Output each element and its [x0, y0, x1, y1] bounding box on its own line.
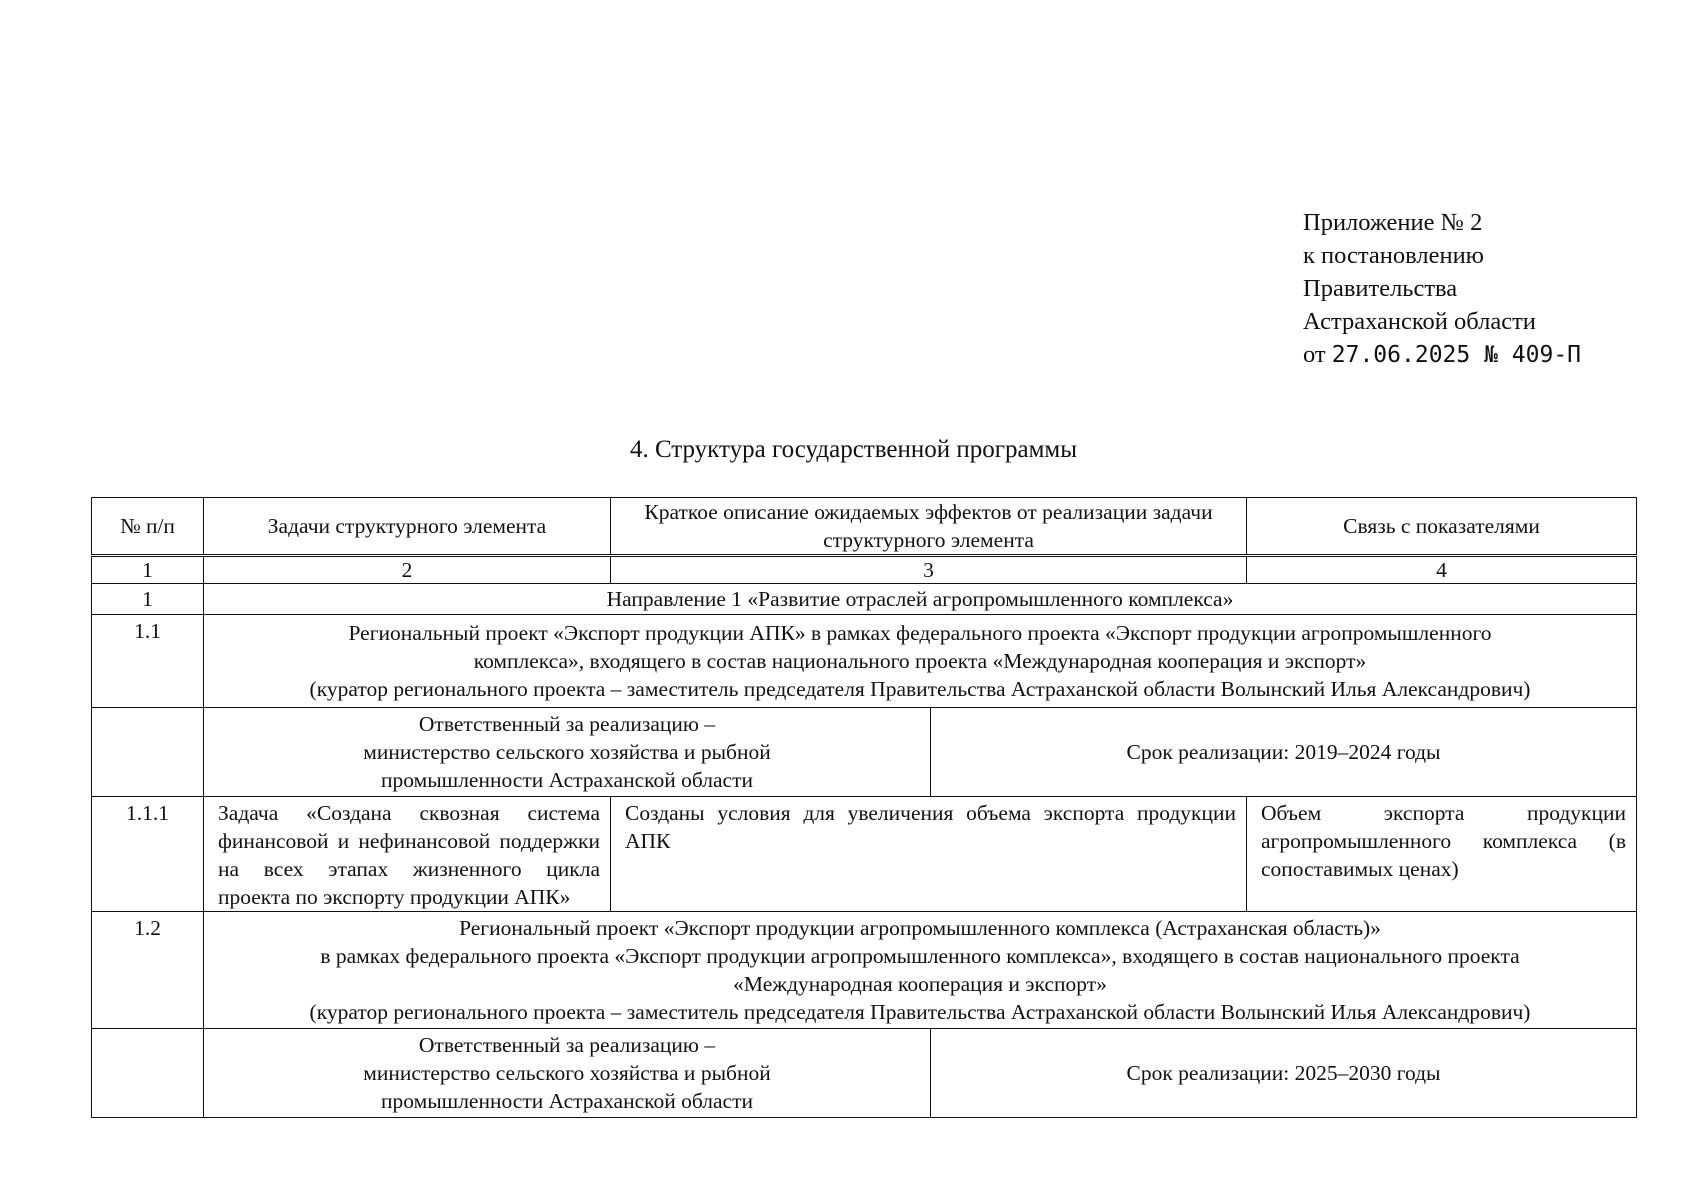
direction-text: Направление 1 «Развитие отраслей агропромышленного комплекса»: [204, 584, 1637, 615]
project-1-responsible-empty: [92, 708, 204, 797]
task-1-effect: Созданы условия для увеличения объема экспорта продукции АПК: [611, 797, 1247, 912]
task-1-num: 1.1.1: [92, 797, 204, 912]
project-1-responsible-line-2: министерство сельского хозяйства и рыбной: [363, 740, 771, 764]
project-1-term: Срок реализации: 2019–2024 годы: [931, 708, 1637, 797]
direction-row: [92, 584, 1637, 615]
appendix-date-stamp: 27.06.2025 № 409-П: [1331, 342, 1582, 368]
header-tasks: Задачи структурного элемента: [204, 498, 611, 556]
section-title: 4. Структура государственной программы: [629, 436, 1078, 463]
project-2-line-4: (куратор регионального проекта – заместитель председателя Правительства Астраханской области Волынский Илья Александрович): [309, 1000, 1531, 1024]
project-2-responsible-row: [92, 1029, 1637, 1118]
column-number-1: 1: [92, 556, 204, 584]
project-2-responsible-empty: [92, 1029, 204, 1118]
appendix-line-1: Приложение № 2: [1303, 209, 1483, 236]
column-number-3: 3: [611, 556, 1247, 584]
task-1-row: [92, 797, 1637, 912]
project-2-description: [204, 912, 1637, 1029]
appendix-line-5: [1303, 338, 1581, 372]
project-2-term: Срок реализации: 2025–2030 годы: [931, 1029, 1637, 1118]
project-1-responsible-line-1: Ответственный за реализацию –: [418, 712, 716, 736]
column-number-2: 2: [204, 556, 611, 584]
project-1-row: [92, 615, 1637, 708]
appendix-block: [1303, 206, 1581, 372]
appendix-date-prefix: от: [1303, 341, 1326, 368]
project-2-responsible-line-3: промышленности Астраханской области: [381, 1089, 753, 1113]
column-number-4: 4: [1247, 556, 1637, 584]
project-1-responsible: [204, 708, 931, 797]
direction-num: 1: [92, 584, 204, 615]
project-2-responsible-line-1: Ответственный за реализацию –: [418, 1033, 716, 1057]
header-effects: Краткое описание ожидаемых эффектов от реализации задачи структурного элемента: [611, 498, 1247, 556]
appendix-line-3: Правительства: [1303, 275, 1458, 302]
project-2-num: 1.2: [92, 912, 204, 1029]
project-2-line-1: Региональный проект «Экспорт продукции агропромышленного комплекса (Астраханская область)»: [459, 916, 1381, 940]
column-numbers-row: [92, 556, 1637, 584]
project-1-description: [204, 615, 1637, 708]
project-1-responsible-line-3: промышленности Астраханской области: [381, 768, 753, 792]
project-2-line-3: «Международная кооперация и экспорт»: [733, 972, 1107, 996]
structure-table: [91, 497, 1637, 1118]
task-1-indicator: Объем экспорта продукции агропромышленного комплекса (в сопоставимых ценах): [1247, 797, 1637, 912]
table-header-row: [92, 498, 1637, 556]
header-num: № п/п: [92, 498, 204, 556]
project-2-responsible-line-2: министерство сельского хозяйства и рыбной: [363, 1061, 771, 1085]
project-2-row: [92, 912, 1637, 1029]
project-1-line-2: комплекса», входящего в состав национального проекта «Международная кооперация и экспорт»: [473, 649, 1367, 673]
project-2-line-2: в рамках федерального проекта «Экспорт продукции агропромышленного комплекса», входящего в состав национального проекта: [320, 944, 1520, 968]
task-1-text: Задача «Создана сквозная система финансовой и нефинансовой поддержки на всех этапах жизненного цикла проекта по экспорту продукции АПК»: [204, 797, 611, 912]
appendix-line-2: к постановлению: [1303, 242, 1484, 269]
project-1-line-1: Региональный проект «Экспорт продукции АПК» в рамках федерального проекта «Экспорт продукции агропромышленного: [348, 621, 1492, 645]
appendix-line-4: Астраханской области: [1303, 308, 1536, 335]
header-link: Связь с показателями: [1247, 498, 1637, 556]
project-2-responsible: [204, 1029, 931, 1118]
project-1-line-3: (куратор регионального проекта – заместитель председателя Правительства Астраханской области Волынский Илья Александрович): [309, 677, 1531, 701]
project-1-responsible-row: [92, 708, 1637, 797]
project-1-num: 1.1: [92, 615, 204, 708]
